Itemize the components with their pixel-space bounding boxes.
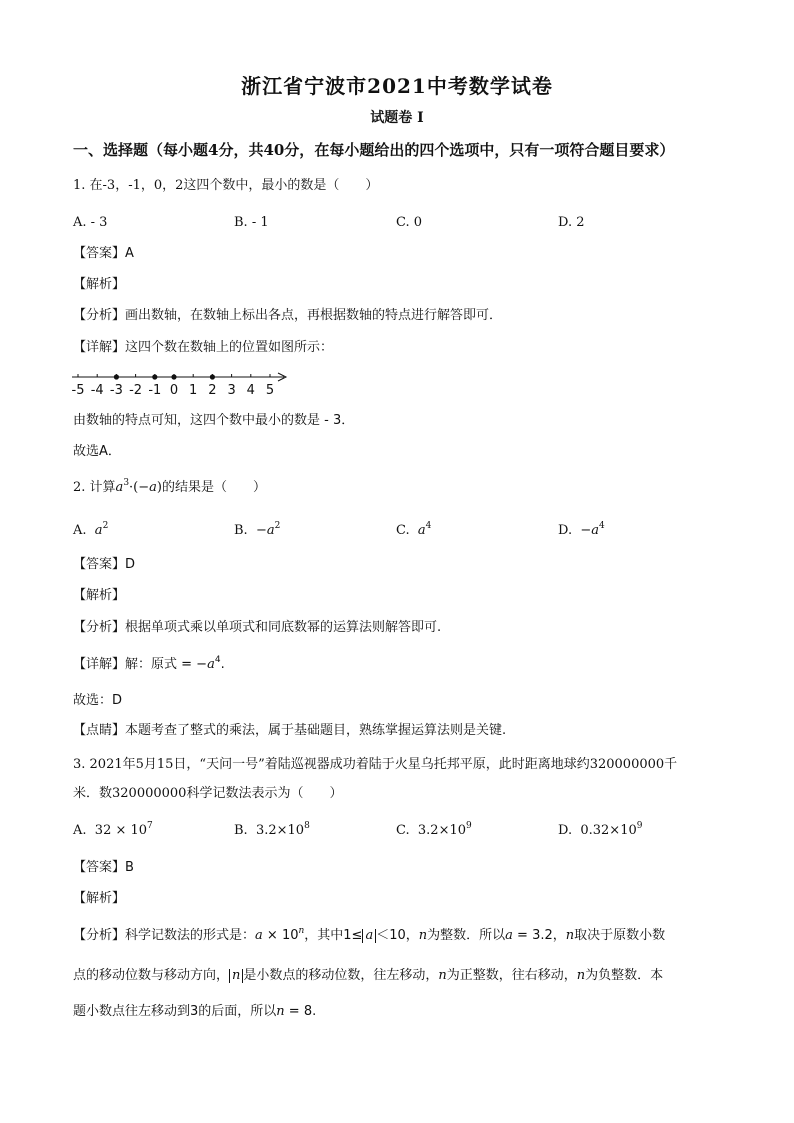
q3-option-c: C. $3.2\times 10^9$	[396, 821, 472, 838]
q3-jiexi: 【解析】	[73, 891, 126, 906]
q2-option-a: A. $a^2$	[73, 521, 109, 538]
q2-expression: $a^3\cdot(-a)$	[115, 478, 162, 495]
q1-choose: 故选A．	[73, 444, 121, 459]
q1-jiexi: 【解析】	[73, 277, 126, 292]
number-line-label: -5	[72, 383, 85, 398]
number-line-label: 0	[169, 383, 179, 398]
q1-answer: 【答案】A	[73, 246, 134, 261]
q1-option-c: C. 0	[396, 215, 423, 230]
number-line-label: 1	[189, 383, 198, 398]
q1-option-a: A. - 3	[73, 215, 108, 230]
number-line-point	[152, 374, 157, 379]
q1-fenxi: 【分析】画出数轴，在数轴上标出各点，再根据数轴的特点进行解答即可．	[73, 308, 503, 323]
q3-fenxi-line2: 点的移动位数与移动方向， n 是小数点的移动位数，往左移动，n为正整数，往右移动，n为负整数．本	[73, 968, 664, 983]
q3-fenxi-line3: 题小数点往左移动到3的后面，所以n = 8.	[73, 1004, 317, 1019]
q2-fenxi: 【分析】根据单项式乘以单项式和同底数幂的运算法则解答即可.	[73, 620, 442, 635]
q2-dianjing: 【点睛】本题考查了整式的乘法，属于基础题目，熟练掌握运算法则是关键.	[73, 723, 507, 738]
number-line-label: -4	[90, 383, 104, 398]
q2-option-b: B. $-a^2$	[234, 521, 281, 538]
q2-choose: 故选：D	[73, 693, 123, 708]
q2-stem	[73, 479, 266, 497]
section-heading: 一、选择题（每小题4分，共40分，在每小题给出的四个选项中，只有一项符合题目要求）	[73, 141, 675, 159]
number-line-figure	[72, 368, 292, 398]
q3-stem-line1: 3. 2021年5月15日，“天问一号”着陆巡视器成功着陆于火星乌托邦平原，此时距离地球约320000000千	[73, 757, 678, 772]
number-line-label: 5	[265, 383, 275, 398]
number-line-label: -3	[109, 383, 123, 398]
number-line-label: 4	[246, 383, 255, 398]
q1-conclusion: 由数轴的特点可知，这四个数中最小的数是 - 3．	[73, 413, 355, 428]
q3-fenxi-line1: 【分析】科学记数法的形式是：$a \times 10^n$，其中1≤ a ＜10，n为整数．所以a = 3.2，n取决于原数小数	[73, 926, 666, 943]
number-line-label: -1	[148, 383, 162, 398]
number-line-label: 2	[208, 383, 217, 398]
number-line-label: -2	[129, 383, 143, 398]
q2-stem-prefix: 2. 计算	[73, 480, 116, 495]
q3-stem-line2: 米．数320000000科学记数法表示为（ ）	[73, 786, 343, 801]
q2-jiexi: 【解析】	[73, 588, 126, 603]
q3-answer: 【答案】B	[73, 860, 134, 875]
q1-option-d: D. 2	[558, 215, 585, 230]
q2-stem-suffix: 的结果是（ ）	[162, 480, 267, 495]
q1-option-b: B. - 1	[234, 215, 269, 230]
page-title: 浙江省宁波市2021中考数学试卷	[241, 74, 553, 98]
q1-xiangjie: 【详解】这四个数在数轴上的位置如图所示：	[73, 340, 334, 355]
q2-xiangjie: 【详解】解：原式 = $-a^4$.	[73, 655, 225, 672]
q2-option-c: C. $a^4$	[396, 521, 432, 538]
number-line-point	[114, 374, 119, 379]
q2-option-d: D. $-a^4$	[558, 521, 605, 538]
q3-option-d: D. $0.32\times 10^9$	[558, 821, 643, 838]
q3-option-b: B. $3.2\times 10^8$	[234, 821, 310, 838]
number-line-point	[171, 374, 176, 379]
page-subtitle: 试题卷 I	[370, 110, 424, 126]
q3-option-a: A. $32 \times 10^7$	[73, 821, 153, 838]
q1-stem: 1. 在-3，-1，0，2这四个数中，最小的数是（ ）	[73, 178, 379, 193]
number-line-label: 3	[227, 383, 236, 398]
number-line-point	[210, 374, 215, 379]
q2-answer: 【答案】D	[73, 557, 136, 572]
